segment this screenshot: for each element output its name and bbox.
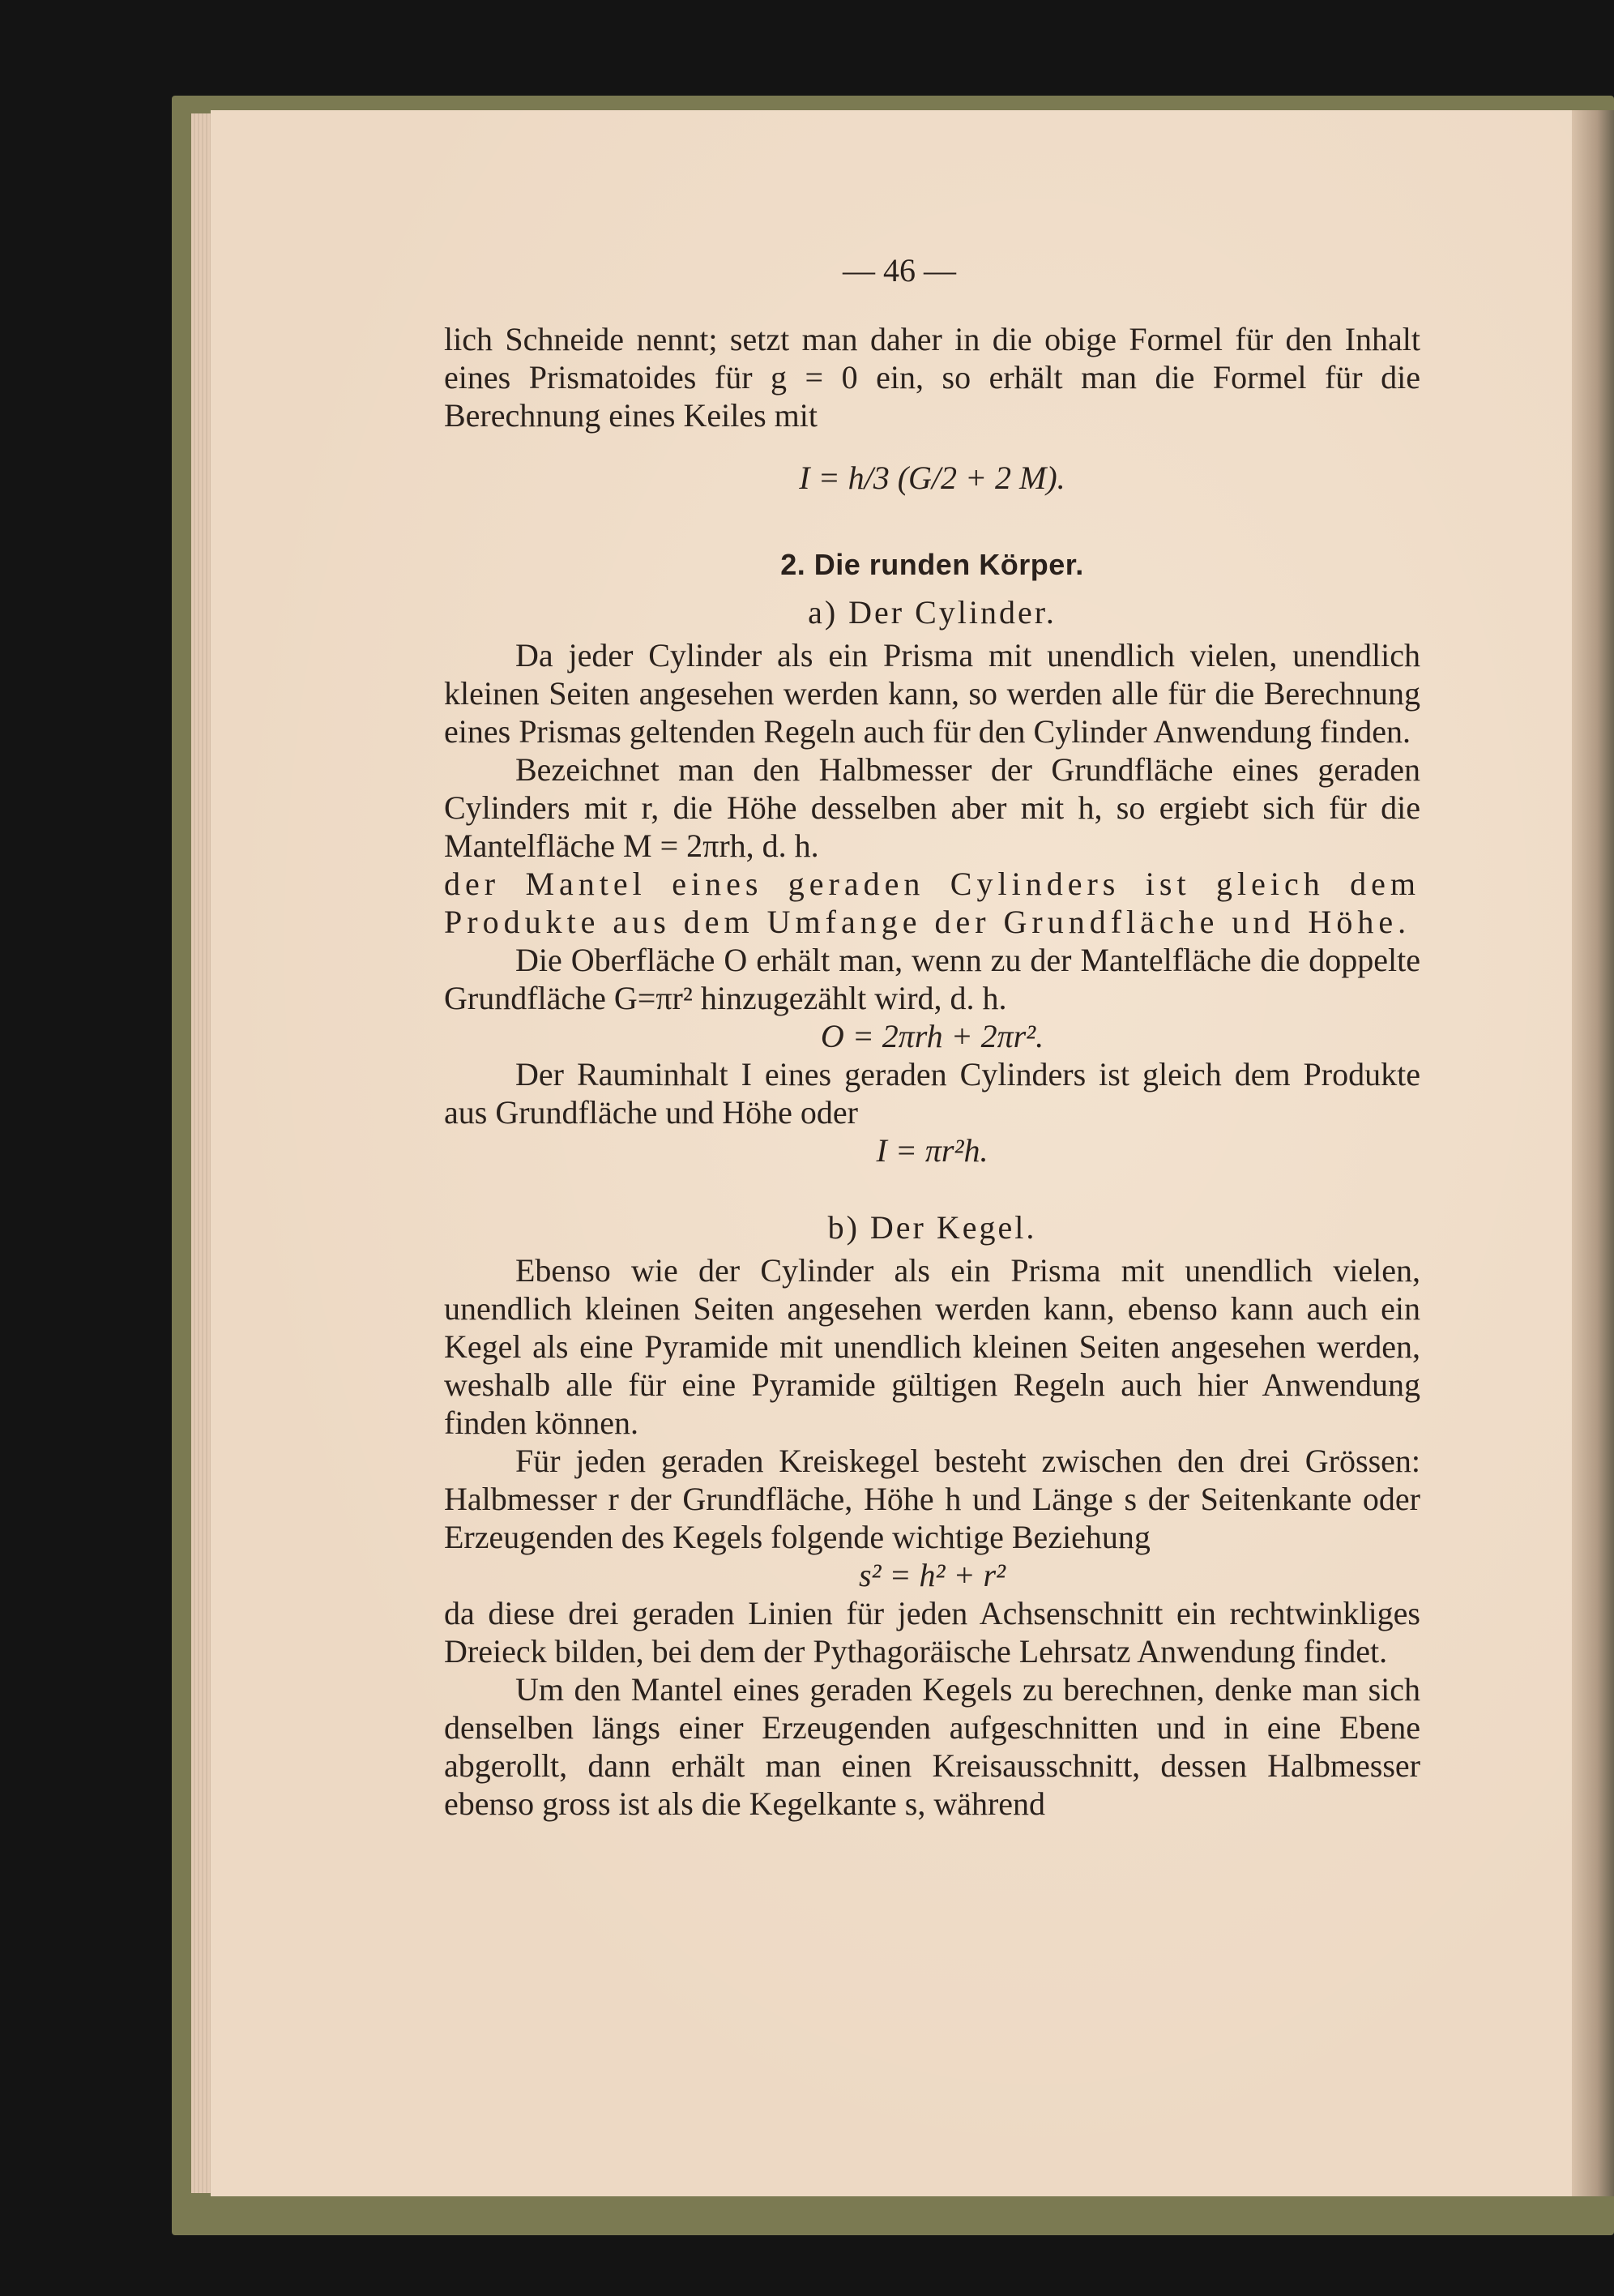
paragraph-mantelflaeche: Bezeichnet man den Halbmesser der Grundfläche eines geraden Cylinders mit r, die Höhe desselben aber mit h, so ergiebt sich für die Mantelfläche M = 2πrh, d. h. xyxy=(444,751,1420,864)
paragraph-rauminhalt: Der Rauminhalt I eines geraden Cylinders ist gleich dem Produkte aus Grundfläche und Höhe oder xyxy=(444,1056,1420,1131)
paragraph-keil-intro: lich Schneide nennt; setzt man daher in die obige Formel für den Inhalt eines Prismatoides für g = 0 ein, so erhält man die Formel für die Berechnung eines Keiles mit xyxy=(444,321,1420,434)
paragraph-kegelmantel: Um den Mantel eines geraden Kegels zu berechnen, denke man sich denselben längs einer Erzeugenden aufgeschnitten und in eine Ebene abgerollt, dann erhält man einen Kreisausschnitt, dessen Halbmesser ebenso gross ist als die Kegelkante s, während xyxy=(444,1671,1420,1822)
section-heading: 2. Die runden Körper. xyxy=(780,548,1084,581)
formula-oberflaeche: O = 2πrh + 2πr². xyxy=(820,1018,1044,1054)
paragraph-achsenschnitt: da diese drei geraden Linien für jeden Achsenschnitt ein rechtwinkliges Dreieck bilden, bei dem der Pythagoräische Lehrsatz Anwendung findet. xyxy=(444,1595,1420,1670)
paragraph-cylinder-prisma: Da jeder Cylinder als ein Prisma mit unendlich vielen, unendlich kleinen Seiten angesehen werden kann, so werden alle für die Berechnung eines Prismas geltenden Regeln auch für den Cylinder Anwendung finden. xyxy=(444,637,1420,750)
subsection-kegel: b) Der Kegel. xyxy=(827,1209,1037,1246)
paragraph-kreiskegel: Für jeden geraden Kreiskegel besteht zwischen den drei Grössen: Halbmesser r der Grundfläche, Höhe h und Länge s der Seitenkante oder Erzeugenden des Kegels folgende wichtige Beziehung xyxy=(444,1443,1420,1555)
paragraph-mantel-rule: der Mantel eines geraden Cylinders ist gleich dem Produkte aus dem Umfange der Grundfläche und Höhe. xyxy=(444,866,1420,940)
page-body xyxy=(444,320,1420,1823)
formula-keil: I = h/3 (G/2 + 2 M). xyxy=(799,460,1065,496)
subsection-cylinder: a) Der Cylinder. xyxy=(808,594,1057,631)
page-number: — 46 — xyxy=(843,252,956,289)
paragraph-oberflaeche: Die Oberfläche O erhält man, wenn zu der Mantelfläche die doppelte Grundfläche G=πr² hinzugezählt wird, d. h. xyxy=(444,942,1420,1016)
formula-pythagoras: s² = h² + r² xyxy=(858,1557,1006,1593)
formula-rauminhalt: I = πr²h. xyxy=(876,1132,988,1169)
page-gutter-shadow xyxy=(1572,110,1614,2196)
paragraph-kegel-pyramide: Ebenso wie der Cylinder als ein Prisma mit unendlich vielen, unendlich kleinen Seiten angesehen werden kann, ebenso kann auch ein Kegel als eine Pyramide mit unendlich kleinen Seiten angesehen werden, weshalb alle für eine Pyramide gültigen Regeln auch hier Anwendung finden können. xyxy=(444,1252,1420,1441)
